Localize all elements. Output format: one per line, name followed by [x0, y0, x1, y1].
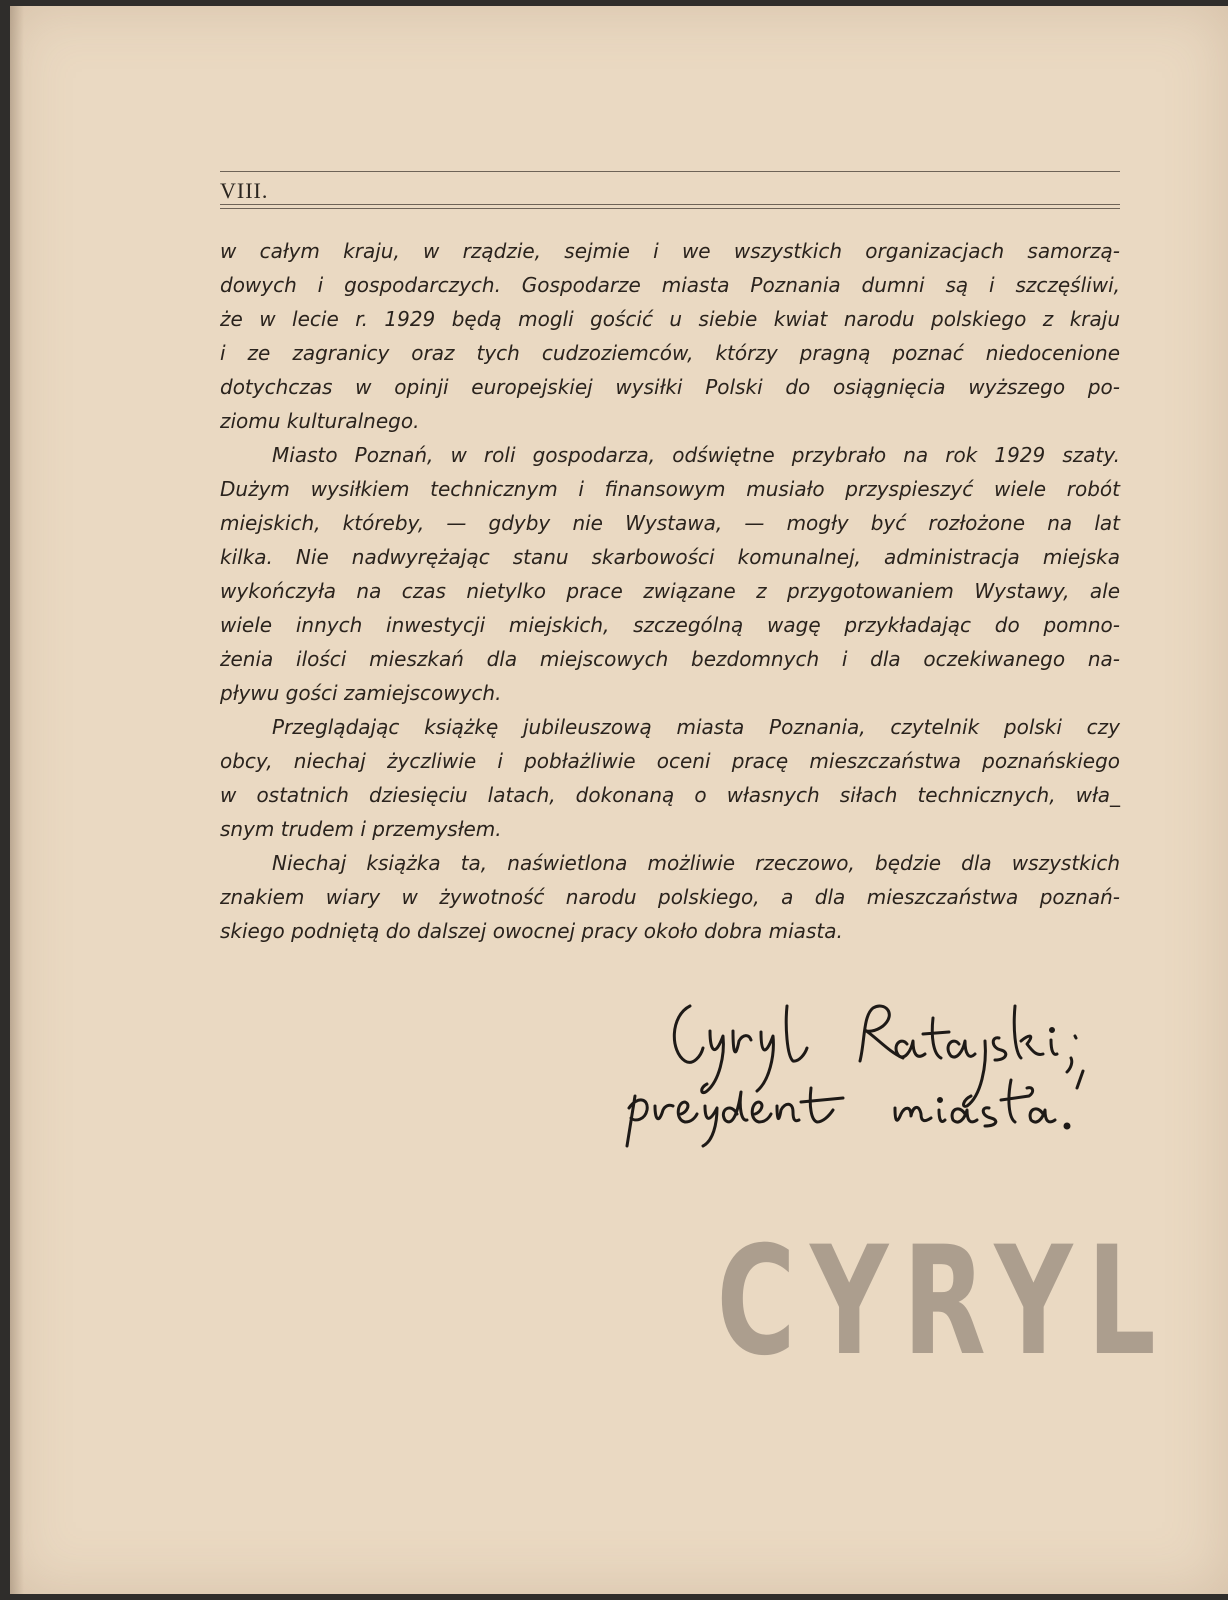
- paragraph: [220, 846, 1120, 948]
- text-line: ziomu kulturalnego.: [220, 409, 420, 433]
- text-line: w całym kraju, w rządzie, sejmie i we wszystkich organizacjach samorzą-: [220, 239, 1120, 263]
- text-line: dotychczas w opinji europejskiej wysiłki Polski do osiągnięcia wyższego po-: [220, 375, 1120, 399]
- text-line: wykończyła na czas nietylko prace związane z przygotowaniem Wystawy, ale: [220, 579, 1120, 603]
- text-line: miejskich, któreby, — gdyby nie Wystawa, — mogły być rozłożone na lat: [220, 511, 1120, 535]
- text-line: dowych i gospodarczych. Gospodarze miasta Poznania dumni są i szczęśliwi,: [220, 273, 1120, 297]
- text-line: Miasto Poznań, w roli gospodarza, odświętne przybrało na rok 1929 szaty.: [272, 443, 1120, 467]
- body-text: [220, 234, 1120, 948]
- paragraph: [220, 234, 1120, 438]
- header-rule-bottom: [220, 204, 1120, 209]
- text-line: Dużym wysiłkiem technicznym i finansowym musiało przyspieszyć wiele robót: [220, 477, 1120, 501]
- header-rule-top: [220, 171, 1120, 172]
- text-line: w ostatnich dziesięciu latach, dokonaną o własnych siłach technicznych, wła_: [220, 783, 1120, 807]
- document-page: [10, 6, 1228, 1594]
- text-line: pływu gości zamiejscowych.: [220, 681, 502, 705]
- signature-drawing: [615, 996, 1115, 1186]
- page-number: VIII.: [220, 178, 269, 203]
- paragraph: [220, 438, 1120, 710]
- text-line: i ze zagranicy oraz tych cudzoziemców, którzy pragną poznać niedocenione: [220, 341, 1120, 365]
- text-line: znakiem wiary w żywotność narodu polskiego, a dla mieszczaństwa poznań-: [220, 885, 1120, 909]
- text-line: że w lecie r. 1929 będą mogli gościć u siebie kwiat narodu polskiego z kraju: [220, 307, 1120, 331]
- text-line: skiego podniętą do dalszej owocnej pracy około dobra miasta.: [220, 919, 843, 943]
- text-line: Niechaj książka ta, naświetlona możliwie rzeczowo, będzie dla wszystkich: [272, 851, 1120, 875]
- text-line: obcy, niechaj życzliwie i pobłażliwie oceni pracę mieszczaństwa poznańskiego: [220, 749, 1120, 773]
- text-line: Przeglądając książkę jubileuszową miasta Poznania, czytelnik polski czy: [272, 715, 1120, 739]
- page-edge-shadow: [10, 6, 24, 1594]
- watermark-logo: CYRYL: [716, 1215, 1170, 1389]
- text-line: wiele innych inwestycji miejskich, szczególną wagę przykładając do pomno-: [220, 613, 1120, 637]
- paragraph: [220, 710, 1120, 846]
- text-line: kilka. Nie nadwyrężając stanu skarbowości komunalnej, administracja miejska: [220, 545, 1120, 569]
- handwritten-signature: [615, 996, 1115, 1186]
- text-line: snym trudem i przemysłem.: [220, 817, 502, 841]
- text-line: żenia ilości mieszkań dla miejscowych bezdomnych i dla oczekiwanego na-: [220, 647, 1120, 671]
